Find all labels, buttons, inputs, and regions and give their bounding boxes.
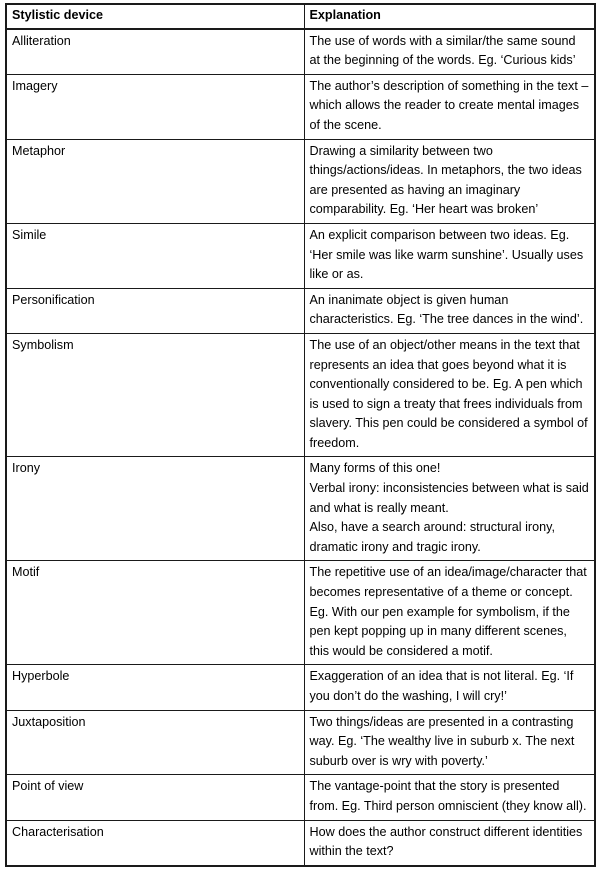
cell-device: Irony (6, 457, 304, 561)
cell-device: Characterisation (6, 820, 304, 866)
table-row (6, 223, 595, 288)
cell-explanation: How does the author construct different identities within the text? (304, 820, 595, 866)
cell-device: Juxtaposition (6, 710, 304, 775)
cell-device: Motif (6, 561, 304, 665)
table-row (6, 561, 595, 665)
column-header-device: Stylistic device (6, 4, 304, 29)
table-row (6, 710, 595, 775)
cell-device: Hyperbole (6, 665, 304, 710)
table-row (6, 457, 595, 561)
table-row (6, 29, 595, 75)
cell-explanation: Many forms of this one! Verbal irony: inconsistencies between what is said and what is really meant. Also, have a search around: structural irony, dramatic irony and tragic irony. (304, 457, 595, 561)
cell-device: Imagery (6, 74, 304, 139)
cell-device: Symbolism (6, 333, 304, 457)
cell-explanation: An inanimate object is given human characteristics. Eg. ‘The tree dances in the wind’. (304, 288, 595, 333)
table-row (6, 820, 595, 866)
table-row (6, 333, 595, 457)
cell-explanation: An explicit comparison between two ideas. Eg. ‘Her smile was like warm sunshine’. Usually uses like or as. (304, 223, 595, 288)
cell-explanation: The use of words with a similar/the same sound at the beginning of the words. Eg. ‘Curious kids’ (304, 29, 595, 75)
cell-explanation: Exaggeration of an idea that is not literal. Eg. ‘If you don’t do the washing, I will cry!’ (304, 665, 595, 710)
table-row (6, 288, 595, 333)
cell-device: Alliteration (6, 29, 304, 75)
table-row (6, 139, 595, 223)
table-row (6, 74, 595, 139)
cell-device: Personification (6, 288, 304, 333)
cell-explanation: The author’s description of something in the text – which allows the reader to create mental images of the scene. (304, 74, 595, 139)
table-row (6, 775, 595, 820)
table-row (6, 665, 595, 710)
table-header-row (6, 4, 595, 29)
column-header-explanation: Explanation (304, 4, 595, 29)
cell-explanation: The repetitive use of an idea/image/character that becomes representative of a theme or concept. Eg. With our pen example for symbolism, if the pen kept popping up in many different scenes, this would be considered a motif. (304, 561, 595, 665)
cell-explanation: The vantage-point that the story is presented from. Eg. Third person omniscient (they know all). (304, 775, 595, 820)
table-body (6, 29, 595, 866)
cell-explanation: Drawing a similarity between two things/actions/ideas. In metaphors, the two ideas are presented as having an imaginary comparability. Eg. ‘Her heart was broken’ (304, 139, 595, 223)
cell-device: Simile (6, 223, 304, 288)
cell-explanation: The use of an object/other means in the text that represents an idea that goes beyond what it is conventionally considered to be. Eg. A pen which is used to sign a treaty that frees individuals from slavery. This pen could be considered a symbol of freedom. (304, 333, 595, 457)
cell-device: Metaphor (6, 139, 304, 223)
cell-explanation: Two things/ideas are presented in a contrasting way. Eg. ‘The wealthy live in suburb x. The next suburb over is wry with poverty.’ (304, 710, 595, 775)
cell-device: Point of view (6, 775, 304, 820)
stylistic-devices-table (5, 3, 596, 867)
table-header (6, 4, 595, 29)
